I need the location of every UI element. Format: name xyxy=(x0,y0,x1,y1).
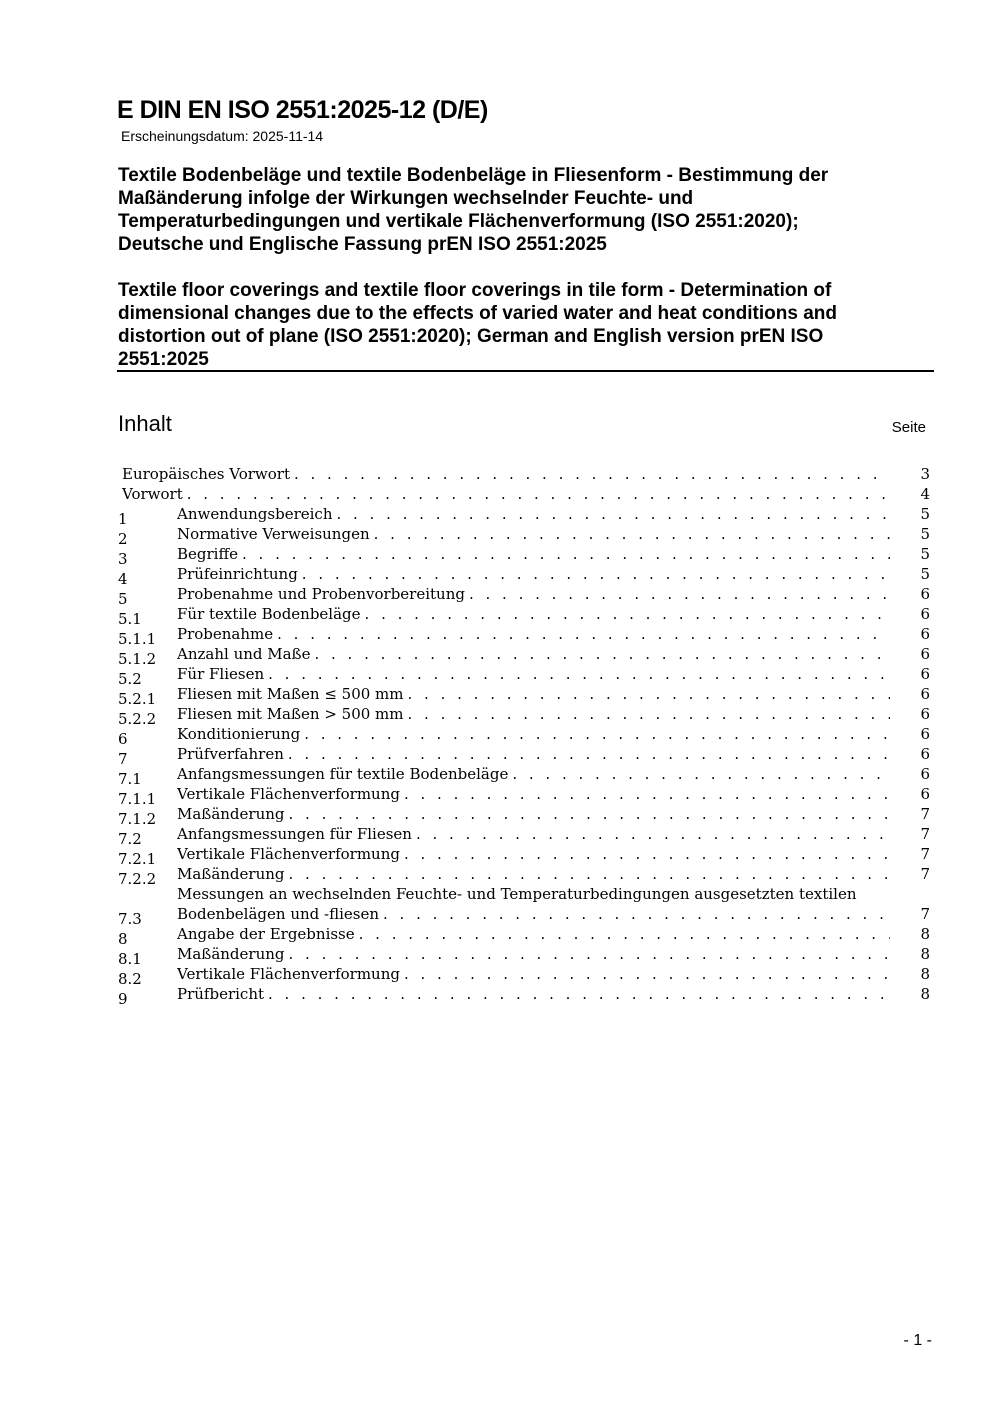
toc-entry-title: Prüfbericht xyxy=(177,985,265,1003)
toc-entry-page: 7 xyxy=(920,825,930,843)
toc-entry-number: 7.1.2 xyxy=(118,810,157,828)
toc-entry-number: 3 xyxy=(118,550,128,568)
toc-entry[interactable] xyxy=(118,624,930,648)
toc-dot-leader xyxy=(404,844,890,864)
toc-entry-title-line: Messungen an wechselnden Feuchte- und Temperaturbedingungen ausgesetzten textilen xyxy=(177,885,857,903)
toc-entry[interactable] xyxy=(118,964,930,988)
page-number: - 1 - xyxy=(903,1332,932,1349)
toc-entry[interactable] xyxy=(118,664,930,688)
title-english-line: distortion out of plane (ISO 2551:2020); German and English version prEN ISO xyxy=(118,326,824,347)
toc-entry-number: 6 xyxy=(118,730,128,748)
toc-entry[interactable] xyxy=(118,864,930,888)
toc-entry[interactable] xyxy=(118,584,930,608)
toc-entry-number: 5.1.2 xyxy=(118,650,157,668)
toc-dot-leader xyxy=(268,664,890,684)
toc-entry[interactable] xyxy=(118,684,930,708)
toc-entry-page: 4 xyxy=(920,485,930,503)
toc-entry[interactable] xyxy=(118,844,930,868)
toc-entry-page: 6 xyxy=(920,705,930,723)
toc-entry-page: 5 xyxy=(920,505,930,523)
toc-entry-number: 9 xyxy=(118,990,128,1008)
title-divider xyxy=(117,370,934,372)
toc-dot-leader xyxy=(289,944,891,964)
toc-entry-number: 5 xyxy=(118,590,128,608)
toc-entry[interactable] xyxy=(118,984,930,1008)
toc-entry-title: Anwendungsbereich xyxy=(177,505,333,523)
toc-entry[interactable] xyxy=(118,564,930,588)
toc-dot-leader xyxy=(359,924,890,944)
toc-entry-number: 8.1 xyxy=(118,950,142,968)
toc-entry-title: Fliesen mit Maßen ≤ 500 mm xyxy=(177,685,404,703)
toc-entry[interactable] xyxy=(118,544,930,568)
title-german-line: Deutsche und Englische Fassung prEN ISO 2551:2025 xyxy=(118,234,607,255)
toc-entry-page: 8 xyxy=(920,985,930,1003)
toc-entry-title: Prüfverfahren xyxy=(177,745,284,763)
toc-entry[interactable] xyxy=(118,504,930,528)
title-german-line: Maßänderung infolge der Wirkungen wechselnder Feuchte- und xyxy=(118,188,694,209)
toc-entry-page: 6 xyxy=(920,625,930,643)
toc-entry-title: Vertikale Flächenverformung xyxy=(177,965,400,983)
toc-entry-page: 6 xyxy=(920,765,930,783)
toc-entry-page: 8 xyxy=(920,925,930,943)
toc-entry-title: Probenahme xyxy=(177,625,274,643)
toc-entry-number: 7.1.1 xyxy=(118,790,157,808)
toc-entry-page: 7 xyxy=(920,865,930,883)
toc-entry[interactable] xyxy=(118,744,930,768)
toc-entry-title: Konditionierung xyxy=(177,725,301,743)
title-german-line: Temperaturbedingungen und vertikale Flächenverformung (ISO 2551:2020); xyxy=(118,211,799,232)
toc-entry-page: 6 xyxy=(920,665,930,683)
toc-entry-page: 6 xyxy=(920,605,930,623)
toc-entry-number: 5.2.1 xyxy=(118,690,157,708)
toc-entry-title: Anfangsmessungen für textile Bodenbeläge xyxy=(177,765,509,783)
toc-entry-number: 5.2.2 xyxy=(118,710,157,728)
toc-entry-page: 5 xyxy=(920,545,930,563)
toc-entry-title: Angabe der Ergebnisse xyxy=(177,925,355,943)
toc-entry-title: Prüfeinrichtung xyxy=(177,565,298,583)
toc-heading: Inhalt xyxy=(118,411,172,436)
toc-entry-number: 8 xyxy=(118,930,128,948)
toc-dot-leader xyxy=(408,684,890,704)
toc-entry-page: 6 xyxy=(920,585,930,603)
toc-entry-title: Europäisches Vorwort xyxy=(122,465,290,483)
toc-entry-number: 7.2 xyxy=(118,830,142,848)
toc-dot-leader xyxy=(277,624,890,644)
toc-entry-number: 8.2 xyxy=(118,970,142,988)
toc-entry[interactable] xyxy=(118,724,930,748)
toc-entry-number: 2 xyxy=(118,530,128,548)
toc-dot-leader xyxy=(469,584,890,604)
toc-entry-number: 1 xyxy=(118,510,128,528)
toc-dot-leader xyxy=(242,544,890,564)
title-english-line: dimensional changes due to the effects of varied water and heat conditions and xyxy=(118,303,837,324)
toc-dot-leader xyxy=(365,604,890,624)
toc-entry[interactable] xyxy=(118,784,930,808)
toc-entry-number: 5.1 xyxy=(118,610,142,628)
title-german xyxy=(118,164,918,256)
toc-entry[interactable] xyxy=(118,484,930,504)
toc-entry-page: 5 xyxy=(920,565,930,583)
toc-entry-page: 3 xyxy=(920,465,930,483)
title-english xyxy=(118,279,918,371)
toc-entry-page: 8 xyxy=(920,965,930,983)
toc-entry-title: Für Fliesen xyxy=(177,665,265,683)
toc-dot-leader xyxy=(187,484,890,504)
table-of-contents xyxy=(118,464,930,1008)
toc-entry-title: Fliesen mit Maßen > 500 mm xyxy=(177,705,404,723)
toc-entry-page: 6 xyxy=(920,785,930,803)
toc-entry-title: Maßänderung xyxy=(177,945,285,963)
toc-entry-page: 5 xyxy=(920,525,930,543)
toc-entry-number: 5.1.1 xyxy=(118,630,157,648)
toc-entry-page: 7 xyxy=(920,845,930,863)
toc-entry-number: 5.2 xyxy=(118,670,142,688)
toc-dot-leader xyxy=(289,864,891,884)
toc-dot-leader xyxy=(294,464,890,484)
toc-entry-page: 7 xyxy=(920,805,930,823)
toc-entry-number: 7.2.1 xyxy=(118,850,157,868)
toc-dot-leader xyxy=(383,904,890,924)
toc-entry[interactable] xyxy=(118,804,930,828)
toc-entry[interactable] xyxy=(118,524,930,548)
toc-entry-title: Maßänderung xyxy=(177,805,285,823)
toc-entry[interactable] xyxy=(118,944,930,968)
toc-entry[interactable] xyxy=(118,464,930,484)
document-number: E DIN EN ISO 2551:2025-12 (D/E) xyxy=(117,96,488,124)
toc-entry-title: Probenahme und Probenvorbereitung xyxy=(177,585,465,603)
title-english-line: Textile floor coverings and textile floor coverings in tile form - Determination of xyxy=(118,280,832,301)
toc-dot-leader xyxy=(404,964,890,984)
toc-entry-page: 7 xyxy=(920,905,930,923)
toc-dot-leader xyxy=(288,744,890,764)
toc-entry-number: 4 xyxy=(118,570,128,588)
toc-entry[interactable] xyxy=(118,884,930,928)
toc-dot-leader xyxy=(304,724,890,744)
toc-entry-title: Begriffe xyxy=(177,545,239,563)
title-english-line: 2551:2025 xyxy=(118,349,209,370)
toc-entry-title: Vertikale Flächenverformung xyxy=(177,845,400,863)
toc-entry-title: Normative Verweisungen xyxy=(177,525,370,543)
toc-dot-leader xyxy=(336,504,890,524)
toc-entry-title: Für textile Bodenbeläge xyxy=(177,605,361,623)
toc-dot-leader xyxy=(374,524,890,544)
toc-entry[interactable] xyxy=(118,924,930,948)
toc-entry-page: 8 xyxy=(920,945,930,963)
toc-entry-number: 7.2.2 xyxy=(118,870,157,888)
toc-page-column-label: Seite xyxy=(891,419,926,436)
toc-entry-title: Bodenbelägen und -fliesen xyxy=(177,905,379,923)
toc-entry-number: 7 xyxy=(118,750,128,768)
toc-entry[interactable] xyxy=(118,764,930,788)
toc-entry-title: Anzahl und Maße xyxy=(177,645,311,663)
toc-entry-page: 6 xyxy=(920,685,930,703)
toc-entry[interactable] xyxy=(118,824,930,848)
toc-dot-leader xyxy=(416,824,890,844)
toc-entry[interactable] xyxy=(118,644,930,668)
toc-entry-page: 6 xyxy=(920,645,930,663)
toc-entry-number: 7.3 xyxy=(118,910,142,928)
toc-entry-title: Maßänderung xyxy=(177,865,285,883)
toc-dot-leader xyxy=(289,804,891,824)
toc-entry-title: Anfangsmessungen für Fliesen xyxy=(177,825,412,843)
toc-dot-leader xyxy=(408,704,890,724)
toc-entry-title: Vertikale Flächenverformung xyxy=(177,785,400,803)
toc-entry-number: 7.1 xyxy=(118,770,142,788)
toc-dot-leader xyxy=(302,564,890,584)
toc-dot-leader xyxy=(404,784,890,804)
publication-date: Erscheinungsdatum: 2025-11-14 xyxy=(121,128,324,144)
toc-entry[interactable] xyxy=(118,604,930,628)
toc-dot-leader xyxy=(314,644,890,664)
toc-entry-page: 6 xyxy=(920,725,930,743)
toc-dot-leader xyxy=(512,764,890,784)
toc-dot-leader xyxy=(268,984,890,1004)
toc-entry[interactable] xyxy=(118,704,930,728)
toc-entry-title: Vorwort xyxy=(122,485,183,503)
toc-entry-page: 6 xyxy=(920,745,930,763)
title-german-line: Textile Bodenbeläge und textile Bodenbeläge in Fliesenform - Bestimmung der xyxy=(118,165,829,186)
